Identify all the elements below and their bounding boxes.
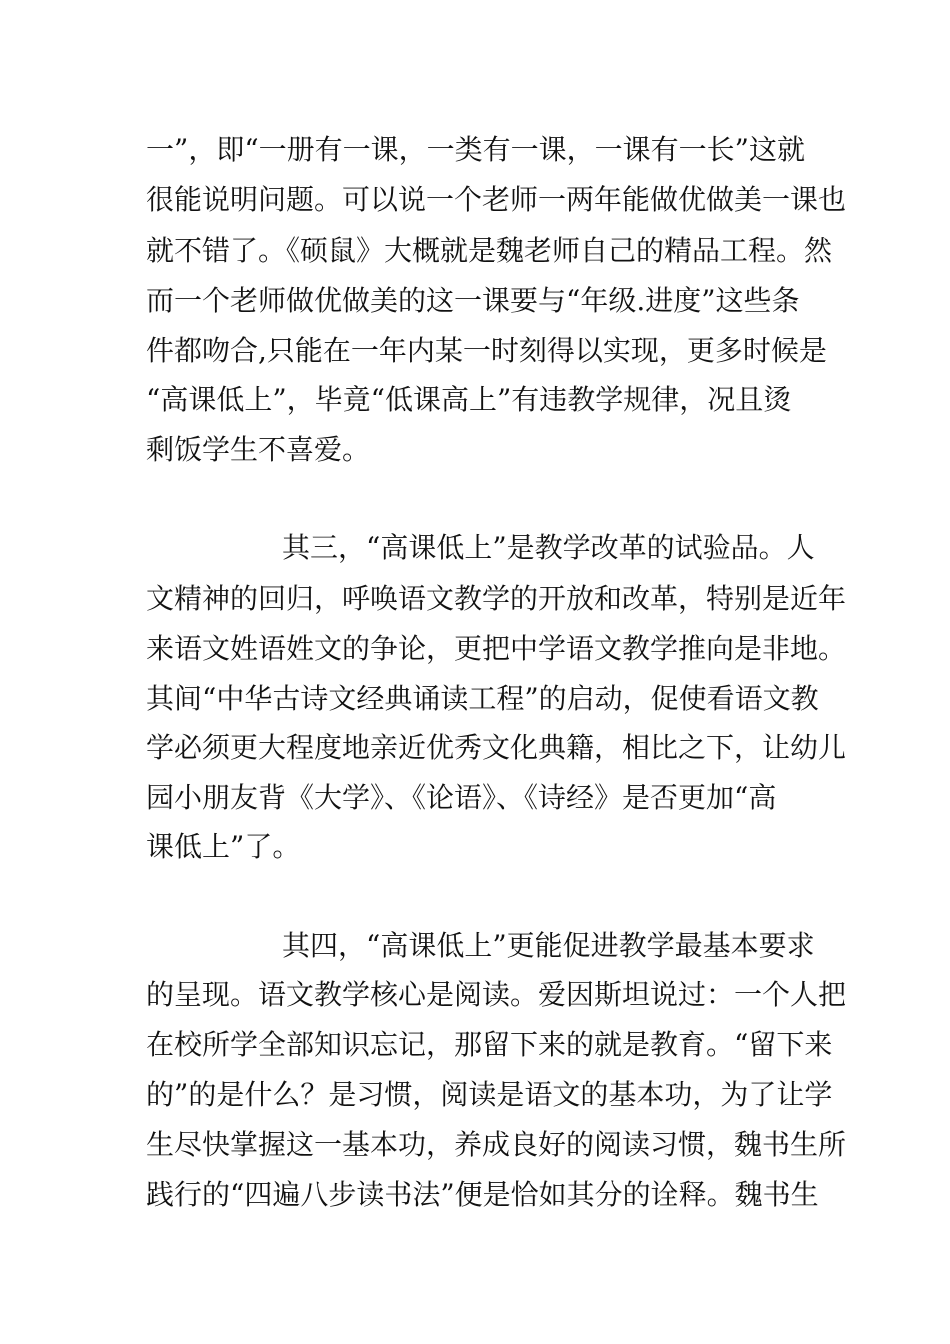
paragraph-2-line-3: 来语文姓语姓文的争论，更把中学语文教学推向是非地。 [146, 632, 847, 665]
paragraph-1-line-6: “高课低上”，毕竟“低课高上”有违教学规律，况且烫 [146, 383, 792, 416]
paragraph-3-line-2: 的呈现。语文教学核心是阅读。爱因斯坦说过：一个人把 [146, 978, 847, 1011]
paragraph-2-line-7: 课低上”了。 [146, 830, 301, 863]
paragraph-1-line-2: 很能说明问题。可以说一个老师一两年能做优做美一课也 [146, 183, 847, 216]
paragraph-3-line-5: 生尽快掌握这一基本功，养成良好的阅读习惯，魏书生所 [146, 1128, 847, 1161]
paragraph-3-line-3: 在校所学全部知识忘记，那留下来的就是教育。“留下来 [146, 1028, 833, 1061]
paragraph-2-line-5: 学必须更大程度地亲近优秀文化典籍，相比之下，让幼儿 [146, 731, 847, 764]
paragraph-1-line-4: 而一个老师做优做美的这一课要与“年级.进度”这些条 [146, 284, 800, 317]
paragraph-1-line-3: 就不错了。《硕鼠》大概就是魏老师自己的精品工程。然 [146, 234, 833, 267]
paragraph-2-line-2: 文精神的回归，呼唤语文教学的开放和改革，特别是近年 [146, 582, 847, 615]
paragraph-3-line-1: 其四，“高课低上”更能促进教学最基本要求 [282, 929, 815, 962]
paragraph-1-line-1: 一”，即“一册有一课，一类有一课，一课有一长”这就 [146, 133, 805, 166]
paragraph-2-line-4: 其间“中华古诗文经典诵读工程”的启动，促使看语文教 [146, 682, 819, 715]
paragraph-1-line-5: 件都吻合,只能在一年内某一时刻得以实现，更多时候是 [146, 334, 827, 367]
paragraph-3-line-4: 的”的是什么？是习惯，阅读是语文的基本功，为了让学 [146, 1078, 833, 1111]
paragraph-2-line-1: 其三，“高课低上”是教学改革的试验品。人 [282, 531, 815, 564]
paragraph-2-line-6: 园小朋友背《大学》、《论语》、《诗经》是否更加“高 [146, 781, 777, 814]
paragraph-1-line-7: 剩饭学生不喜爱。 [146, 433, 371, 466]
paragraph-3-line-6: 践行的“四遍八步读书法”便是恰如其分的诠释。魏书生 [146, 1178, 819, 1211]
